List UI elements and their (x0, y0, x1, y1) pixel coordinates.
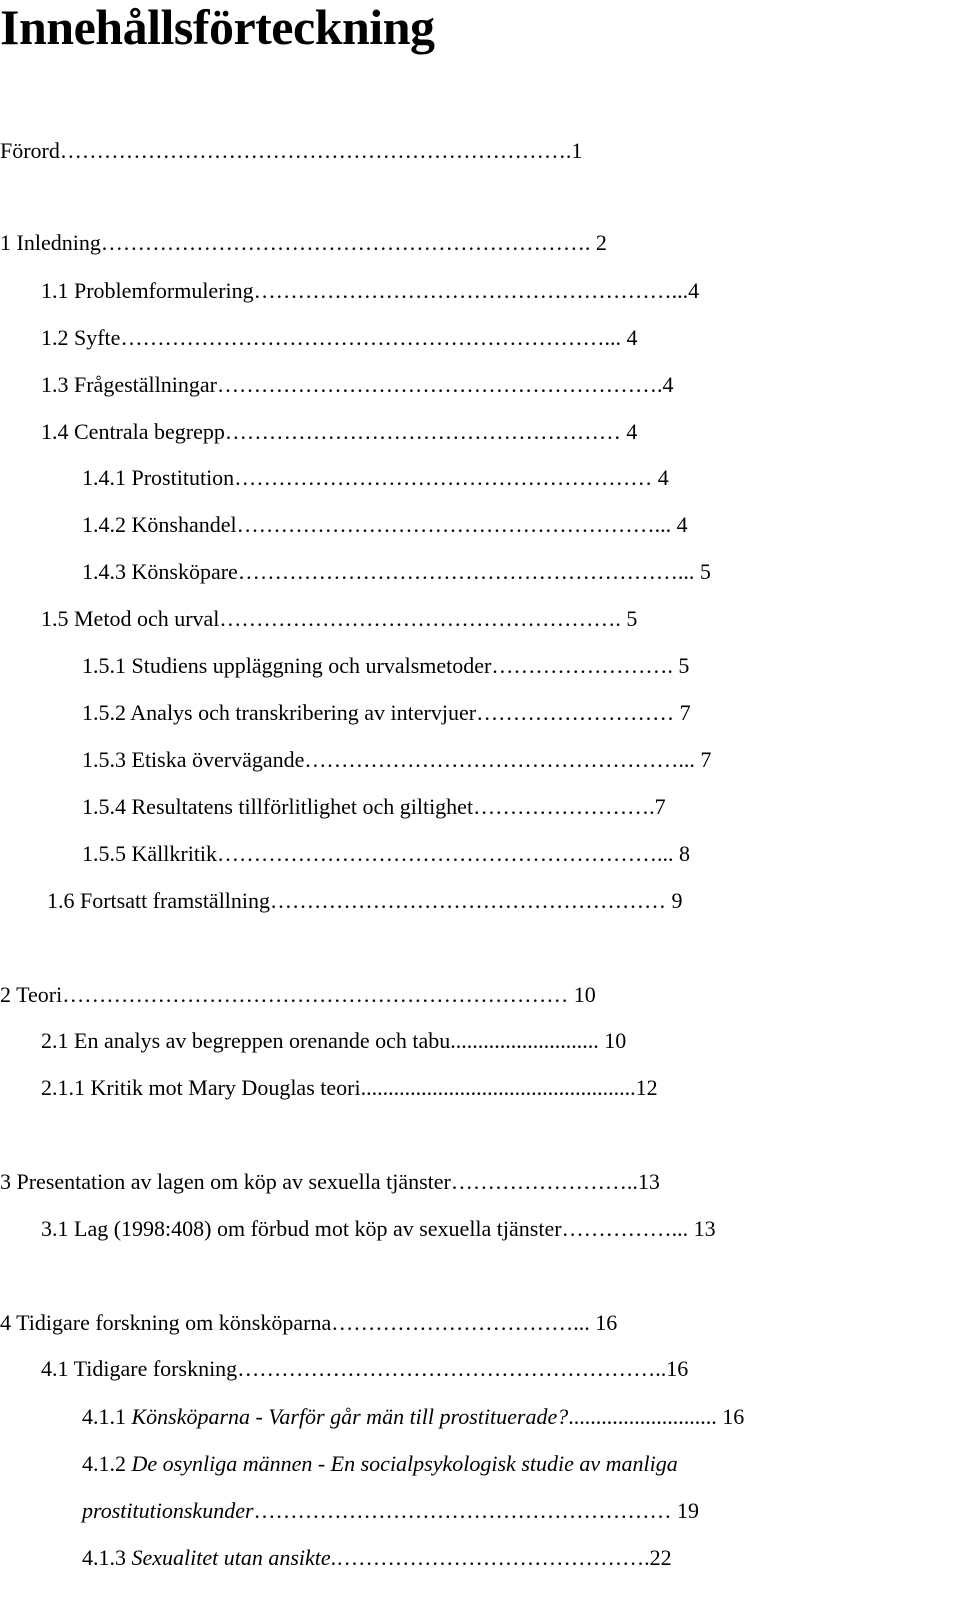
toc-entry-number: 4.1.1 (82, 1404, 126, 1429)
toc-entry-label: Centrala begrepp (74, 419, 225, 444)
toc-entry-label: Studiens uppläggning och urvalsmetoder (131, 653, 492, 678)
toc-entry (41, 421, 637, 443)
toc-entry-page: 4 (620, 419, 638, 444)
toc-entry-label: Frågeställningar (74, 372, 217, 397)
toc-entry (0, 232, 607, 254)
toc-entry (41, 280, 699, 302)
toc-entry-number: 1.5.2 (82, 700, 126, 725)
toc-entry (82, 1453, 678, 1475)
toc-entry-label: Kritik mot Mary Douglas teori (90, 1075, 361, 1100)
toc-entry-page: 10 (568, 982, 596, 1007)
toc-entry (0, 1312, 617, 1334)
toc-entry-number: 2 (0, 982, 11, 1007)
toc-entry-leader: ........................... (450, 1028, 599, 1053)
toc-entry-number: 2.1.1 (41, 1075, 85, 1100)
toc-entry-number: 1.5 (41, 606, 69, 631)
toc-entry-leader: ……………………………………………… (270, 888, 667, 913)
toc-entry-page: .. 4 (609, 325, 638, 350)
toc-entry-number: 1.4.1 (82, 465, 126, 490)
toc-entry-number: 4.1.3 (82, 1545, 126, 1570)
toc-entry (41, 374, 673, 396)
toc-entry-leader: ………………………………………………………… (100, 230, 585, 255)
toc-entry (82, 749, 711, 771)
toc-entry-number: 1 (0, 230, 11, 255)
toc-entry-page: . 5 (667, 653, 690, 678)
toc-entry-number: 1.3 (41, 372, 69, 397)
toc-entry-label: Könshandel (131, 512, 237, 537)
toc-entry-page: ..13 (626, 1169, 660, 1194)
toc-entry (0, 1171, 660, 1193)
toc-entry-leader: …………………………………………………… (217, 841, 658, 866)
toc-entry-label: Lag (1998:408) om förbud mot köp av sexuella tjänster (74, 1216, 562, 1241)
toc-entry (0, 984, 596, 1006)
toc-entry-page: .4 (656, 372, 674, 397)
toc-entry-page: 7 (674, 700, 691, 725)
toc-entry (0, 140, 582, 162)
toc-entry-number: 1.5.4 (82, 794, 126, 819)
toc-entry-page: 9 (666, 888, 683, 913)
toc-entry-leader: ………………………………………………… (236, 512, 655, 537)
toc-entry-label: prostitutionskunder (82, 1498, 254, 1523)
toc-entry-page: 16 (716, 1404, 745, 1429)
toc-entry-number: 1.4.2 (82, 512, 126, 537)
toc-entry-number: 1.6 (47, 888, 75, 913)
toc-entry (82, 561, 711, 583)
toc-entry (41, 1030, 626, 1052)
toc-entry-label: Etiska övervägande (131, 747, 305, 772)
toc-entry-leader: .…………………………………… (330, 1545, 645, 1570)
toc-entry-leader: ………………………………………………… (253, 1498, 672, 1523)
toc-entry-number: 4 (0, 1310, 11, 1335)
toc-entry-label: Förord (0, 138, 60, 163)
toc-entry-page: ... 4 (654, 512, 688, 537)
toc-entry-leader: ……………………………………………… (219, 606, 616, 631)
toc-entry-label: Könsköparna - Varför går män till prostituerade? (131, 1404, 569, 1429)
toc-entry-leader: .................................................. (360, 1075, 636, 1100)
toc-entry-label: En analys av begreppen orenande och tabu (74, 1028, 451, 1053)
toc-entry-number: 3.1 (41, 1216, 69, 1241)
toc-entry (82, 1406, 744, 1428)
toc-entry-page: ... 8 (657, 841, 691, 866)
toc-entry-label: De osynliga männen - En socialpsykologisk studie av manliga (131, 1451, 678, 1476)
toc-entry (82, 702, 691, 724)
toc-entry-leader: ………………………………………………… (234, 465, 653, 490)
toc-entry-page: ...4 (671, 278, 700, 303)
toc-entry-leader: ……………………………………………… (224, 419, 621, 444)
toc-entry (82, 1500, 699, 1522)
toc-entry-number: 3 (0, 1169, 11, 1194)
toc-entry-leader: ........................... (568, 1404, 717, 1429)
toc-entry-page: ... 16 (573, 1310, 618, 1335)
toc-entry-number: 1.4.3 (82, 559, 126, 584)
toc-entry-label: Resultatens tillförlitlighet och giltighet (131, 794, 474, 819)
toc-entry (41, 1077, 658, 1099)
toc-entry-page: ... 13 (671, 1216, 716, 1241)
toc-entry-page: . 2 (584, 230, 607, 255)
toc-entry-leader: …………………………………………………………… (62, 982, 569, 1007)
toc-entry-page: . 5 (615, 606, 638, 631)
toc-entry-label: Analys och transkribering av intervjuer (130, 700, 477, 725)
toc-entry-label: Syfte (74, 325, 121, 350)
toc-entry-label: Tidigare forskning om könsköparna (16, 1310, 332, 1335)
toc-entry-number: 2.1 (41, 1028, 69, 1053)
toc-entry-leader: ………………………………………………… (237, 1356, 656, 1381)
toc-entry-leader: …………………………………………………………… (59, 138, 566, 163)
toc-entry-label: Metod och urval (74, 606, 220, 631)
toc-entry (41, 1218, 716, 1240)
toc-entry-label: Prostitution (131, 465, 235, 490)
toc-entry-number: 1.5.1 (82, 653, 126, 678)
toc-entry-number: 1.5.3 (82, 747, 126, 772)
toc-entry (82, 514, 688, 536)
toc-entry-label: Presentation av lagen om köp av sexuella tjänster (16, 1169, 451, 1194)
toc-entry-page: 12 (635, 1075, 658, 1100)
toc-entry-number: 4.1.2 (82, 1451, 126, 1476)
toc-entry-page: ... 5 (677, 559, 711, 584)
toc-entry (82, 843, 690, 865)
toc-entry-label: Könsköpare (131, 559, 238, 584)
toc-entry-page: ... 7 (678, 747, 712, 772)
toc-entry-label: Problemformulering (74, 278, 254, 303)
toc-entry-leader: …………………………………………………… (237, 559, 678, 584)
toc-entry (82, 796, 666, 818)
toc-entry-leader: ………………………………………………… (253, 278, 672, 303)
toc-entry-number: 1.4 (41, 419, 69, 444)
toc-entry (41, 327, 637, 349)
toc-entry-leader: ……………………… (476, 700, 675, 725)
toc-entry-label: Teori (16, 982, 63, 1007)
toc-entry-number: 1.5.5 (82, 841, 126, 866)
toc-entry (82, 655, 689, 677)
toc-entry-leader: …………………………… (331, 1310, 574, 1335)
toc-entry-label: Källkritik (131, 841, 218, 866)
toc-entry-label: Fortsatt framställning (80, 888, 271, 913)
toc-entry-label: Tidigare forskning (73, 1356, 238, 1381)
toc-entry-leader: …………………………………………………… (216, 372, 657, 397)
toc-entry-number: 1.1 (41, 278, 69, 303)
toc-entry-page: 10 (598, 1028, 627, 1053)
toc-entry-page: 19 (671, 1498, 700, 1523)
toc-entry-label: Inledning (16, 230, 101, 255)
toc-entry-leader: …………………… (491, 653, 668, 678)
toc-entry (82, 1547, 672, 1569)
toc-entry (47, 890, 683, 912)
toc-entry-page: .7 (649, 794, 666, 819)
toc-entry (82, 467, 669, 489)
toc-entry-leader: …………… (561, 1216, 672, 1241)
toc-entry-page: 4 (652, 465, 669, 490)
toc-entry-page: ..16 (655, 1356, 689, 1381)
toc-entry-leader: …………………………………………………………. (120, 325, 610, 350)
toc-entry-page: .22 (644, 1545, 672, 1570)
page-title: Innehållsförteckning (0, 0, 435, 55)
toc-entry-label: Sexualitet utan ansikte (131, 1545, 331, 1570)
toc-entry (41, 608, 637, 630)
toc-entry (41, 1358, 688, 1380)
toc-entry-leader: …………………… (473, 794, 650, 819)
toc-entry-number: 4.1 (41, 1356, 69, 1381)
toc-entry-leader: …………………… (450, 1169, 627, 1194)
toc-entry-leader: …………………………………………… (304, 747, 679, 772)
toc-entry-page: .1 (565, 138, 583, 163)
toc-entry-number: 1.2 (41, 325, 69, 350)
